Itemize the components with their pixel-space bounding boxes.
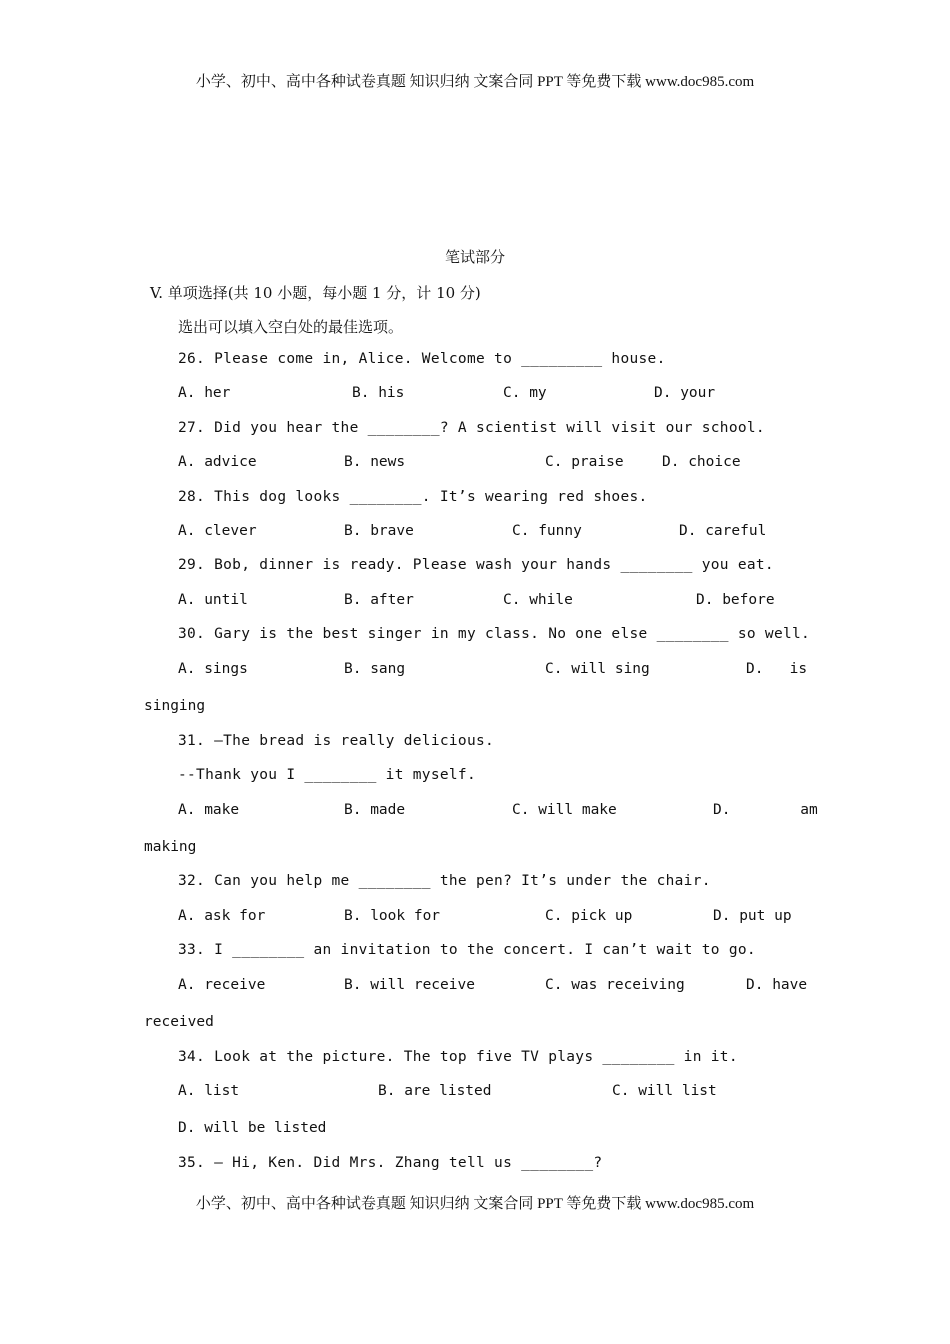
- q27-option-a: A. advice: [178, 454, 257, 470]
- q29-option-c: C. while: [503, 592, 573, 608]
- q27-option-d: D. choice: [662, 454, 741, 470]
- q32-option-a: A. ask for: [178, 908, 266, 924]
- q29-option-a: A. until: [178, 592, 248, 608]
- q28-option-d: D. careful: [679, 523, 767, 539]
- question-35: 35. – Hi, Ken. Did Mrs. Zhang tell us ________?: [178, 1155, 603, 1171]
- q32-option-c: C. pick up: [545, 908, 633, 924]
- q28-option-a: A. clever: [178, 523, 257, 539]
- q30-option-d-wrap: singing: [144, 698, 206, 714]
- q31-option-c: C. will make: [512, 802, 617, 818]
- q28-option-b: B. brave: [344, 523, 414, 539]
- page-header: 小学、初中、高中各种试卷真题 知识归纳 文案合同 PPT 等免费下载 www.doc985.com: [195, 74, 755, 90]
- question-31: 31. –The bread is really delicious.: [178, 733, 495, 749]
- q34-option-a: A. list: [178, 1083, 240, 1099]
- q30-option-b: B. sang: [344, 661, 406, 677]
- section-heading: V. 单项选择(共 10 小题，每小题 1 分，计 10 分): [150, 284, 481, 302]
- q30-option-a: A. sings: [178, 661, 248, 677]
- q33-option-d: D. have: [746, 977, 808, 993]
- q32-option-b: B. look for: [344, 908, 441, 924]
- question-33: 33. I ________ an invitation to the concert. I can’t wait to go.: [178, 942, 756, 958]
- q34-option-d: D. will be listed: [178, 1120, 327, 1136]
- page-title: 笔试部分: [444, 248, 505, 266]
- q31-option-d-wrap: making: [144, 839, 197, 855]
- q27-option-c: C. praise: [545, 454, 624, 470]
- q34-option-c: C. will list: [612, 1083, 717, 1099]
- q31-option-b: B. made: [344, 802, 406, 818]
- q30-option-c: C. will sing: [545, 661, 650, 677]
- q29-option-d: D. before: [696, 592, 775, 608]
- question-32: 32. Can you help me ________ the pen? It’s under the chair.: [178, 873, 711, 889]
- q29-option-b: B. after: [344, 592, 414, 608]
- question-30: 30. Gary is the best singer in my class. No one else ________ so well.: [178, 626, 811, 642]
- q30-option-d: D. is: [746, 661, 808, 677]
- q33-option-b: B. will receive: [344, 977, 475, 993]
- q33-option-a: A. receive: [178, 977, 266, 993]
- q33-option-c: C. was receiving: [545, 977, 685, 993]
- q26-option-c: C. my: [503, 385, 547, 401]
- q26-option-a: A. her: [178, 385, 231, 401]
- q31-option-d: D. am: [713, 802, 818, 818]
- q34-option-b: B. are listed: [378, 1083, 492, 1099]
- question-31-reply: --Thank you I ________ it myself.: [178, 767, 476, 783]
- question-28: 28. This dog looks ________. It’s wearing red shoes.: [178, 489, 648, 505]
- q28-option-c: C. funny: [512, 523, 582, 539]
- question-27: 27. Did you hear the ________? A scientist will visit our school.: [178, 420, 765, 436]
- question-34: 34. Look at the picture. The top five TV plays ________ in it.: [178, 1049, 738, 1065]
- q31-option-a: A. make: [178, 802, 240, 818]
- q26-option-d: D. your: [654, 385, 716, 401]
- q33-option-d-wrap: received: [144, 1014, 214, 1030]
- question-26: 26. Please come in, Alice. Welcome to _________ house.: [178, 351, 666, 367]
- q32-option-d: D. put up: [713, 908, 792, 924]
- q27-option-b: B. news: [344, 454, 406, 470]
- page-footer: 小学、初中、高中各种试卷真题 知识归纳 文案合同 PPT 等免费下载 www.doc985.com: [195, 1196, 755, 1212]
- question-29: 29. Bob, dinner is ready. Please wash your hands ________ you eat.: [178, 557, 774, 573]
- section-instruction: 选出可以填入空白处的最佳选项。: [178, 318, 404, 336]
- q26-option-b: B. his: [352, 385, 405, 401]
